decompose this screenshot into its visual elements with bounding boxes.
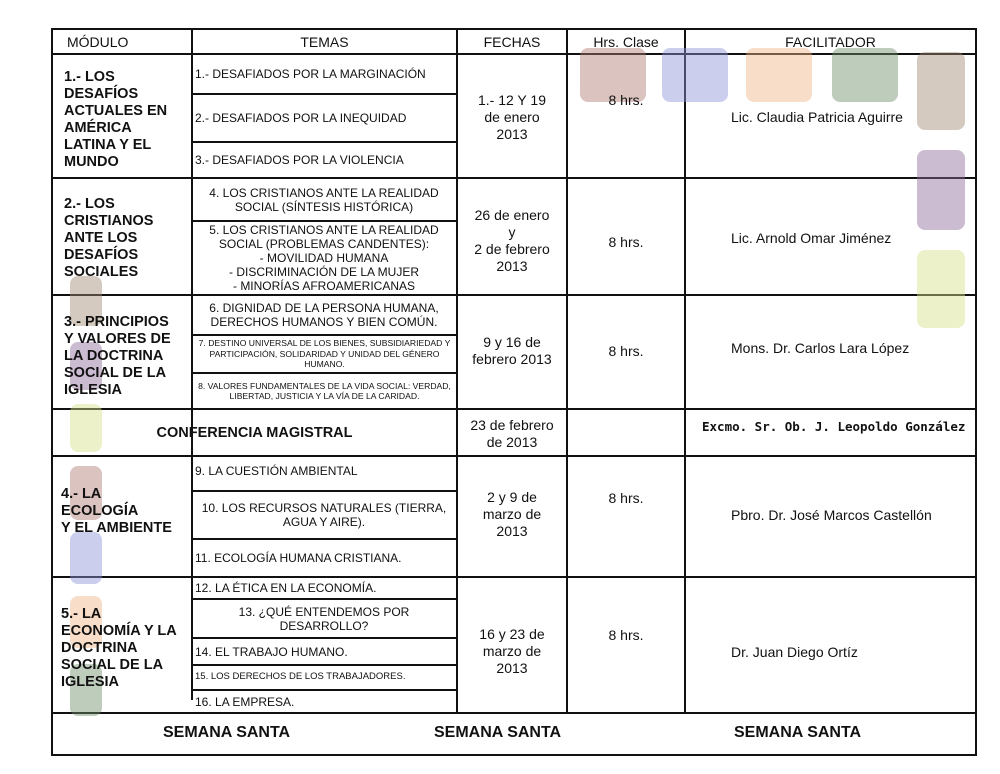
topic-cell: 16. LA EMPRESA. <box>195 694 295 709</box>
module-title: 3.- PRINCIPIOS Y VALORES DE LA DOCTRINA SOCIAL DE LA IGLESIA <box>64 314 171 398</box>
topic-cell: 15. LOS DERECHOS DE LOS TRABAJADORES. <box>195 671 406 683</box>
module-facilitator: Mons. Dr. Carlos Lara López <box>731 340 910 356</box>
row-divider <box>51 455 977 457</box>
header-modulo: MÓDULO <box>67 33 129 50</box>
color-swatch <box>70 532 102 584</box>
module-title: 4.- LA ECOLOGÍA Y EL AMBIENTE <box>61 486 172 536</box>
topic-cell: 4. LOS CRISTIANOS ANTE LA REALIDAD SOCIAL (SÍNTESIS HISTÓRICA) <box>209 185 439 214</box>
topic-cell: 1.- DESAFIADOS POR LA MARGINACIÓN <box>195 67 426 81</box>
topic-cell: 11. ECOLOGÍA HUMANA CRISTIANA. <box>195 551 402 565</box>
module-dates: 16 y 23 de marzo de 2013 <box>479 626 545 676</box>
footer-label: SEMANA SANTA <box>734 724 862 741</box>
footer-label: SEMANA SANTA <box>163 724 291 741</box>
module-dates: 1.- 12 Y 19 de enero 2013 <box>478 92 546 142</box>
col-divider <box>684 28 686 712</box>
module-hours: 8 hrs. <box>608 343 644 359</box>
color-swatch <box>917 150 965 230</box>
conference-title: CONFERENCIA MAGISTRAL <box>156 424 353 441</box>
topic-cell: 13. ¿QUÉ ENTENDEMOS POR DESARROLLO? <box>238 604 410 633</box>
row-divider <box>51 294 977 296</box>
module-dates: 2 y 9 de marzo de 2013 <box>482 489 542 539</box>
color-swatch <box>746 48 812 102</box>
col-divider <box>566 28 568 712</box>
module-title: 1.- LOS DESAFÍOS ACTUALES EN AMÉRICA LATINA Y EL MUNDO <box>64 69 168 170</box>
topic-cell: 9. LA CUESTIÓN AMBIENTAL <box>195 463 358 478</box>
header-fechas: FECHAS <box>483 33 541 50</box>
topic-cell: 10. LOS RECURSOS NATURALES (TIERRA, AGUA Y AIRE). <box>201 501 447 529</box>
footer-label: SEMANA SANTA <box>434 724 562 741</box>
module-facilitator: Pbro. Dr. José Marcos Castellón <box>731 507 932 523</box>
module-hours: 8 hrs. <box>608 490 644 506</box>
conference-facilitator: Excmo. Sr. Ob. J. Leopoldo González <box>702 419 966 434</box>
module-hours: 8 hrs. <box>608 92 644 108</box>
module-facilitator: Lic. Claudia Patricia Aguirre <box>731 109 903 125</box>
topic-cell: 7. DESTINO UNIVERSAL DE LOS BIENES, SUBSIDIARIEDAD Y PARTICIPACIÓN, SOLIDARIDAD Y UNIDAD DEL GÉNERO HUMANO. <box>198 338 451 370</box>
header-facilitador: FACILITADOR <box>785 33 876 50</box>
topic-cell: 8. VALORES FUNDAMENTALES DE LA VIDA SOCIAL: VERDAD, LIBERTAD, JUSTICIA Y LA VÍA DE LA CARIDAD. <box>198 380 451 401</box>
color-swatch <box>917 250 965 328</box>
topic-cell: 5. LOS CRISTIANOS ANTE LA REALIDAD SOCIAL (PROBLEMAS CANDENTES): - MOVILIDAD HUMANA - DISCRIMINACIÓN DE LA MUJER - MINORÍAS AFROAMERICANAS <box>209 223 439 293</box>
topic-cell: 6. DIGNIDAD DE LA PERSONA HUMANA, DERECHOS HUMANOS Y BIEN COMÚN. <box>209 301 439 329</box>
topic-cell: 3.- DESAFIADOS POR LA VIOLENCIA <box>195 153 404 167</box>
color-swatch <box>832 48 898 102</box>
conference-dates: 23 de febrero de 2013 <box>470 417 554 450</box>
module-dates: 26 de enero y 2 de febrero 2013 <box>474 207 550 274</box>
topic-cell: 14. EL TRABAJO HUMANO. <box>195 644 348 659</box>
row-divider <box>51 576 977 578</box>
module-facilitator: Dr. Juan Diego Ortíz <box>731 644 858 660</box>
row-divider <box>51 712 977 714</box>
topic-cell: 2.- DESAFIADOS POR LA INEQUIDAD <box>195 111 407 125</box>
module-hours: 8 hrs. <box>608 234 644 250</box>
topic-cell: 12. LA ÉTICA EN LA ECONOMÍA. <box>195 581 377 595</box>
module-title: 5.- LA ECONOMÍA Y LA DOCTRINA SOCIAL DE LA IGLESIA <box>61 606 177 690</box>
module-facilitator: Lic. Arnold Omar Jiménez <box>731 230 892 246</box>
module-hours: 8 hrs. <box>608 627 644 643</box>
header-temas: TEMAS <box>300 33 349 50</box>
header-hrs: Hrs. Clase <box>593 33 659 50</box>
module-title: 2.- LOS CRISTIANOS ANTE LOS DESAFÍOS SOCIALES <box>64 196 154 280</box>
row-divider <box>51 177 977 179</box>
color-swatch <box>917 52 965 130</box>
module-dates: 9 y 16 de febrero 2013 <box>472 334 552 367</box>
